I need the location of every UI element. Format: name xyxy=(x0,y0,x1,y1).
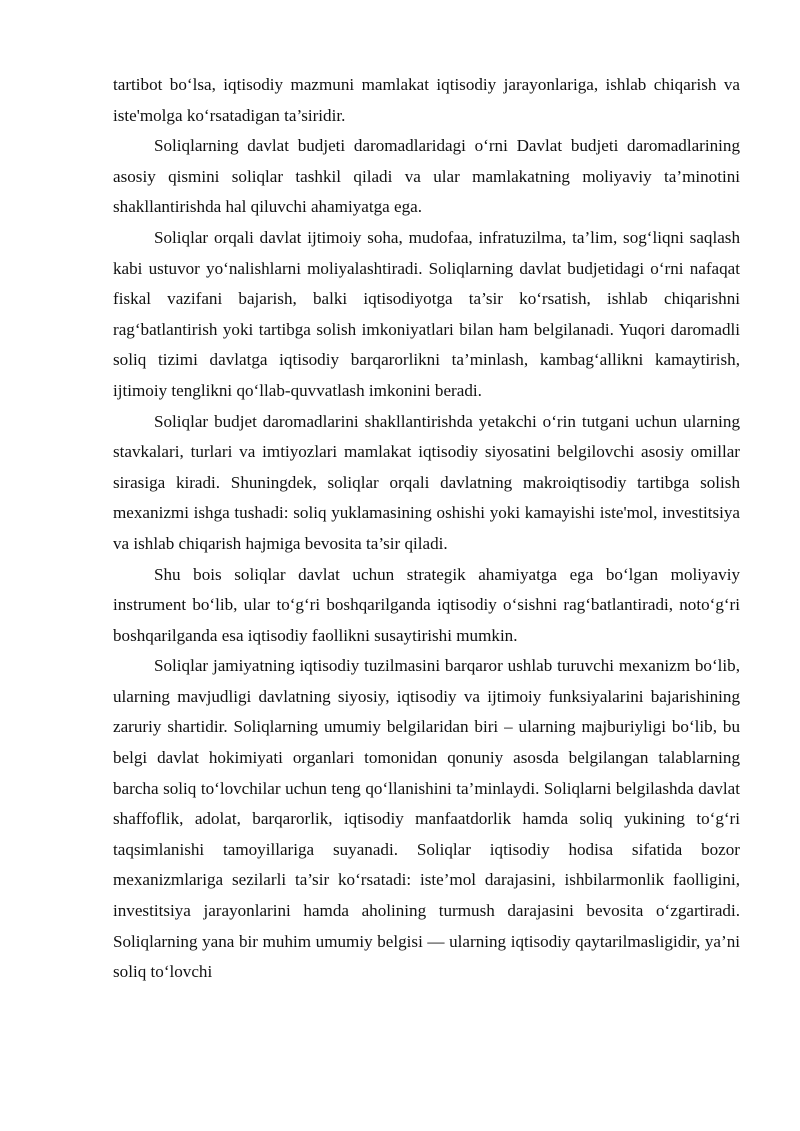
paragraph-budget-role: Soliqlarning davlat budjeti daromadlaridagi o‘rni Davlat budjeti daromadlarining asosiy qismini soliqlar tashkil qiladi va ular mamlakatning moliyaviy ta’minotini shakllantirishda hal qiluvchi ahamiyatga ega. xyxy=(113,136,740,217)
document-page xyxy=(113,70,740,988)
paragraph-rates-policy: Soliqlar budjet daromadlarini shakllantirishda yetakchi o‘rin tutgani uchun ularning stavkalari, turlari va imtiyozlari mamlakat iqtisodiy siyosatini belgilovchi asosiy omillar sirasiga kiradi. Shuningdek, soliqlar orqali davlatning makroiqtisodiy tartibga solish mexanizmi ishga tushadi: soliq yuklamasining oshishi yoki kamayishi iste'mol, investitsiya va ishlab chiqarish hajmiga bevosita ta’sir qiladi. xyxy=(113,411,740,553)
paragraph-continuation: tartibot bo‘lsa, iqtisodiy mazmuni mamlakat iqtisodiy jarayonlariga, ishlab chiqarish va iste'molga ko‘rsatadigan ta’siridir. xyxy=(113,75,740,125)
paragraph-general-features: Soliqlar jamiyatning iqtisodiy tuzilmasini barqaror ushlab turuvchi mexanizm bo‘lib, ularning mavjudligi davlatning siyosiy, iqtisodiy va ijtimoiy funksiyalarini bajarishining zaruriy shartidir. Soliqlarning umumiy belgilaridan biri – ularning majburiyligi bo‘lib, bu belgi davlat hokimiyati organlari tomonidan qonuniy asosda belgilangan talablarning barcha soliq to‘lovchilar uchun teng qo‘llanishini ta’minlaydi. Soliqlarni belgilashda davlat shaffoflik, adolat, barqarorlik, iqtisodiy manfaatdorlik hamda soliq yukining to‘g‘ri taqsimlanishi tamoyillariga suyanadi. Soliqlar iqtisodiy hodisa sifatida bozor mexanizmlariga sezilarli ta’sir ko‘rsatadi: iste’mol darajasini, ishbilarmonlik faolligini, investitsiya jarayonlarini hamda aholining turmush darajasini bevosita o‘zgartiradi. Soliqlarning yana bir muhim umumiy belgisi — ularning iqtisodiy qaytarilmasligidir, ya’ni soliq to‘lovchi xyxy=(113,656,740,982)
paragraph-financing: Soliqlar orqali davlat ijtimoiy soha, mudofaa, infratuzilma, ta’lim, sog‘liqni saqlash kabi ustuvor yo‘nalishlarni moliyalashtiradi. Soliqlarning davlat budjetidagi o‘rni nafaqat fiskal vazifani bajarish, balki iqtisodiyotga ta’sir ko‘rsatish, ishlab chiqarishni rag‘batlantirish yoki tartibga solish imkoniyatlari bilan ham belgilanadi. Yuqori daromadli soliq tizimi davlatga iqtisodiy barqarorlikni ta’minlash, kambag‘allikni kamaytirish, ijtimoiy tenglikni qo‘llab-quvvatlash imkonini beradi. xyxy=(113,227,740,400)
paragraph-strategic-instrument: Shu bois soliqlar davlat uchun strategik ahamiyatga ega bo‘lgan moliyaviy instrument bo‘lib, ular to‘g‘ri boshqarilganda iqtisodiy o‘sishni rag‘batlantiradi, noto‘g‘ri boshqarilganda esa iqtisodiy faollikni susaytirishi mumkin. xyxy=(113,564,740,645)
